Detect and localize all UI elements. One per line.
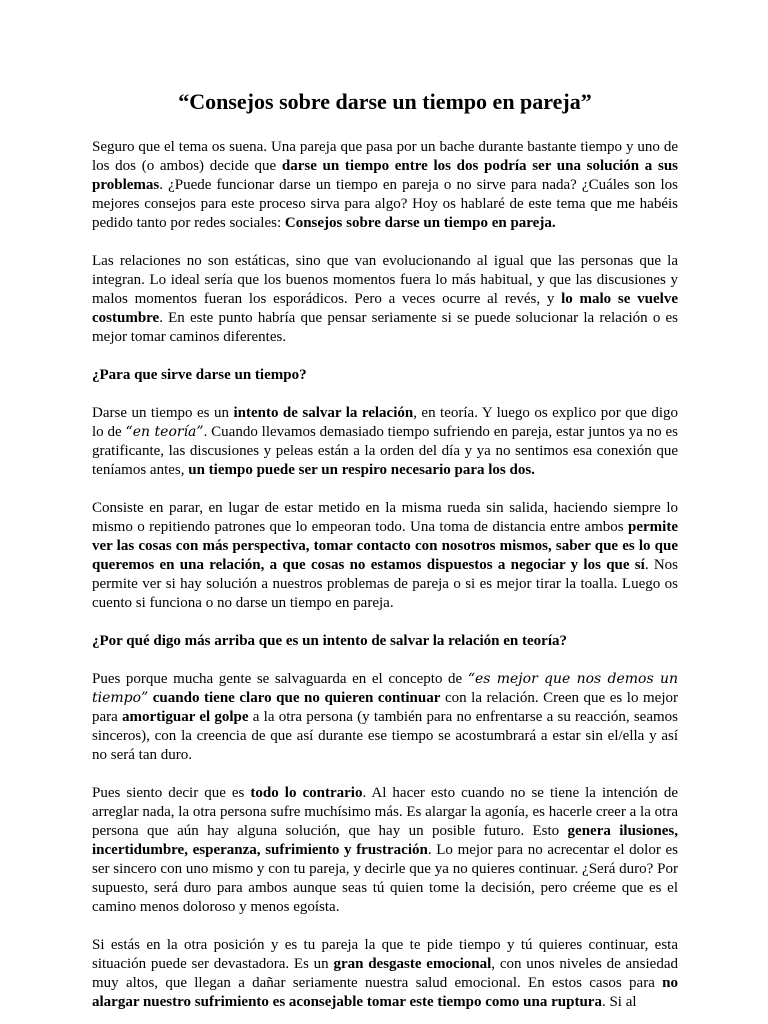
bold-run: cuando tiene claro que no quieren continuar [148, 690, 441, 706]
italic-run: “en teoría” [125, 424, 204, 440]
text-run: . ¿Puede funcionar darse un tiempo en pareja o no sirve para nada? ¿Cuáles son los mejores consejos para este proceso sirva para algo? Hoy os hablaré de este tema que me habéis pedido tanto por redes sociales: [92, 177, 678, 231]
paragraph-1 [92, 138, 678, 233]
paragraph-5 [92, 670, 678, 765]
paragraph-4 [92, 499, 678, 613]
bold-run: todo lo contrario [250, 785, 363, 801]
text-run: . Lo mejor para no acrecentar el dolor es ser sincero con uno mismo y con tu pareja, y decirle que ya no quieres continuar. ¿Será duro? Por supuesto, será duro para ambos aunque seas tú quien tome la decisión, pero créeme que es el camino menos doloroso y menos egoísta. [92, 842, 678, 915]
text-run: Seguro que el tema os suena. Una pareja que pasa por un bache durante bastante tiempo y uno de los dos (o ambos) decide que [92, 139, 678, 174]
bold-run: un tiempo puede ser un respiro necesario para los dos. [188, 462, 535, 478]
text-run: . Nos permite ver si hay solución a nuestros problemas de pareja o si es mejor tirar la toalla. Luego os cuento si funciona o no darse un tiempo en pareja. [92, 557, 678, 611]
section-heading-2: ¿Por qué digo más arriba que es un intento de salvar la relación en teoría? [92, 633, 567, 649]
text-run: Darse un tiempo es un [92, 405, 234, 421]
document-title: “Consejos sobre darse un tiempo en pareja” [178, 89, 592, 114]
paragraph-7 [92, 936, 678, 1012]
bold-run: intento de salvar la relación [233, 405, 414, 421]
bold-run: permite ver las cosas con más perspectiva, tomar contacto con nosotros mismos, saber que es lo que queremos en una relación, a que cosas no estamos dispuestos a negociar y los que sí [92, 519, 678, 573]
italic-run: “es mejor que nos demos un tiempo” [92, 671, 678, 706]
paragraph-2 [92, 252, 678, 347]
bold-run: genera ilusiones, incertidumbre, esperanza, sufrimiento y frustración [92, 823, 679, 858]
text-run: con la relación. Creen que es lo mejor para [92, 690, 678, 725]
bold-run: gran desgaste emocional [333, 956, 492, 972]
bold-run: lo malo se vuelve costumbre [92, 291, 678, 326]
text-run: , en teoría. Y luego os explico por que digo lo de [92, 405, 678, 440]
bold-run: amortiguar el golpe [122, 709, 249, 725]
text-run: Las relaciones no son estáticas, sino que van evolucionando al igual que las personas que la integran. Lo ideal sería que los buenos momentos fuera lo más habitual, y que las discusiones y malos momentos fueran los esporádicos. Pero a veces ocurre al revés, y [92, 253, 678, 307]
text-run: Pues siento decir que es [92, 785, 251, 801]
paragraph-6 [92, 784, 678, 917]
text-run: . En este punto habría que pensar seriamente si se puede solucionar la relación o es mejor tomar caminos diferentes. [92, 310, 678, 345]
paragraph-3 [92, 404, 678, 480]
text-run: Si estás en la otra posición y es tu pareja la que te pide tiempo y tú quieres continuar, esta situación puede ser devastadora. Es un [92, 937, 678, 972]
text-run: . Si al [601, 994, 637, 1010]
bold-run: Consejos sobre darse un tiempo en pareja. [284, 215, 556, 231]
text-run: Consiste en parar, en lugar de estar metido en la misma rueda sin salida, haciendo siempre lo mismo o repitiendo patrones que lo empeoran todo. Una toma de distancia entre ambos [92, 500, 678, 535]
text-run: . Al hacer esto cuando no se tiene la intención de arreglar nada, la otra persona sufre muchísimo más. Es alargar la agonía, es hacerle creer a la otra persona que aún hay alguna solución, que hay un posible futuro. Esto [92, 785, 678, 839]
bold-run: darse un tiempo entre los dos podría ser una solución a sus problemas [92, 158, 679, 193]
text-run: . Cuando llevamos demasiado tiempo sufriendo en pareja, estar juntos ya no es gratificante, las discusiones y peleas están a la orden del día y ya no sentimos esa conexión que teníamos antes, [92, 424, 678, 478]
section-heading-1: ¿Para que sirve darse un tiempo? [92, 367, 307, 383]
text-run: , con unos niveles de ansiedad muy altos, que llegan a dañar seriamente nuestra salud emocional. En estos casos para [92, 956, 678, 991]
text-run: a la otra persona (y también para no enfrentarse a su reacción, seamos sinceros), con la creencia de que así durante ese tiempo se acostumbrará a estar sin el/ella y así no será tan duro. [92, 709, 678, 763]
text-run: Pues porque mucha gente se salvaguarda en el concepto de [92, 671, 468, 687]
bold-run: no alargar nuestro sufrimiento es aconsejable tomar este tiempo como una ruptura [92, 975, 678, 1010]
